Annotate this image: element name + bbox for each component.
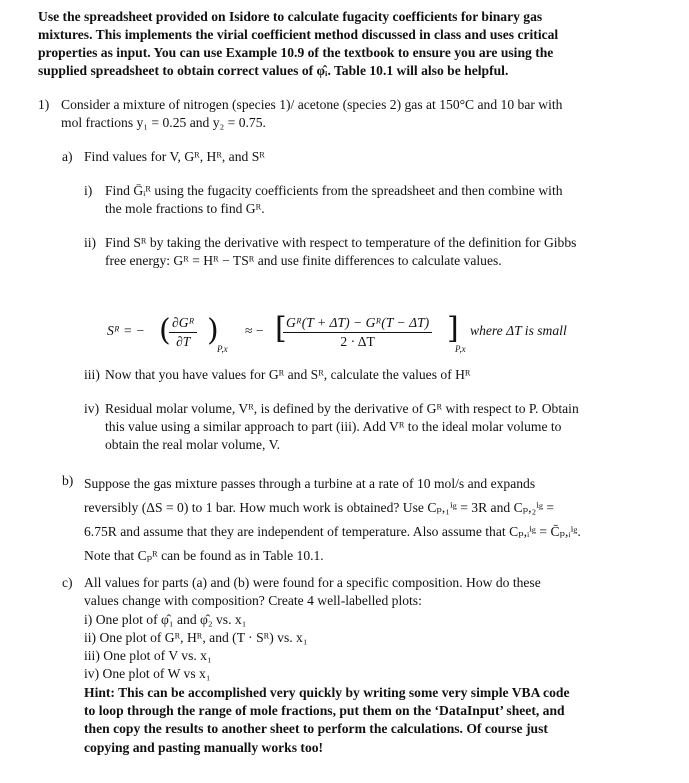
item-text: Residual molar volume, Vᴿ, is defined by the derivative of Gᴿ with respect to P. Obtain [105,401,579,416]
part-label: a) [62,149,73,164]
plot-item: ii) One plot of Gᴿ, Hᴿ, and (T · Sᴿ) vs. x₁ [84,629,308,645]
intro-paragraph [38,8,658,80]
hint-text: then copy the results to another sheet to perform the calculations. Of course just [84,721,548,737]
eq-derivative [169,314,197,351]
eq-lhs: Sᴿ = − [107,323,145,338]
eq-fd-den: 2 · ΔT [340,334,375,349]
part-text: All values for parts (a) and (b) were found for a specific composition. How do these [84,575,541,590]
eq-derivative-num: ∂Gᴿ [169,314,197,333]
part-label: c) [62,575,73,590]
hint-text: Hint: This can be accomplished very quickly by writing some very simple VBA code [84,684,570,700]
eq-finite-difference [283,314,432,351]
question-text: mol fractions y₁ = 0.25 and y₂ = 0.75. [61,115,266,130]
hint-text: to loop through the range of mole fractions, put them on the ‘DataInput’ sheet, and [84,703,565,719]
item-label: ii) [84,235,97,250]
part-text: Suppose the gas mixture passes through a turbine at a rate of 10 mol/s and expands [84,476,536,491]
item-text: free energy: Gᴿ = Hᴿ − TSᴿ and use finite differences to calculate values. [105,253,502,268]
question-text: Consider a mixture of nitrogen (species 1)/ acetone (species 2) gas at 150°C and 10 bar with [61,97,563,112]
part-label: b) [62,473,74,488]
plot-item: iv) One plot of W vs x₁ [84,666,211,682]
item-label: iii) [84,367,100,382]
item-text: Find Sᴿ by taking the derivative with respect to temperature of the definition for Gibbs [105,235,577,250]
item-text: Find Ḡᵢᴿ using the fugacity coefficients from the spreadsheet and then combine with [105,183,563,198]
entropy-equation [105,310,625,358]
item-label: iv) [84,401,100,416]
eq-approx: ≈ − [245,323,264,338]
eq-subscript: P,x [455,344,466,354]
item-text: obtain the real molar volume, V. [105,437,281,452]
plot-item: i) One plot of φ̂₁ and φ̂₂ vs. x₁ [84,611,247,627]
part-text: Note that Cₚᴿ can be found as in Table 10.1. [84,548,324,563]
item-text: the mole fractions to find Gᴿ. [105,201,265,216]
intro-line: supplied spreadsheet to obtain correct values of φ̂ᵢ. Table 10.1 will also be helpful. [38,63,509,78]
item-label: i) [84,183,93,198]
item-text: this value using a similar approach to part (iii). Add Vᴿ to the ideal molar volume to [105,419,562,434]
part-text: Find values for V, Gᴿ, Hᴿ, and Sᴿ [84,149,265,164]
eq-paren-open: ( [159,313,171,348]
eq-note: where ΔT is small [470,323,567,338]
part-text: 6.75R and assume that they are independent of temperature. Also assume that Cₚ,ᵢⁱᵍ = C̄ₚ,ᵢⁱᵍ. [84,524,581,539]
hint-text: copying and pasting manually works too! [84,739,324,755]
eq-paren-close: ) [207,313,219,348]
intro-line: mixtures. This implements the virial coefficient method discussed in class and uses critical [38,27,559,42]
eq-bracket-close: ] [447,311,459,346]
intro-line: Use the spreadsheet provided on Isidore to calculate fugacity coefficients for binary gas [38,9,543,24]
eq-subscript: P,x [217,344,228,354]
part-text: reversibly (ΔS = 0) to 1 bar. How much work is obtained? Use Cₚ,₁ⁱᵍ = 3R and Cₚ,₂ⁱᵍ = [84,500,555,515]
plot-item: iii) One plot of V vs. x₁ [84,648,212,664]
eq-derivative-den: ∂T [176,334,191,349]
question-number: 1) [38,97,50,112]
item-text: Now that you have values for Gᴿ and Sᴿ, calculate the values of Hᴿ [105,367,471,382]
eq-bracket-open: [ [275,311,287,346]
part-text: values change with composition? Create 4 well-labelled plots: [84,593,422,609]
intro-line: properties as input. You can use Example 10.9 of the textbook to ensure you are using the [38,45,554,60]
eq-fd-num: Gᴿ(T + ΔT) − Gᴿ(T − ΔT) [283,314,432,333]
